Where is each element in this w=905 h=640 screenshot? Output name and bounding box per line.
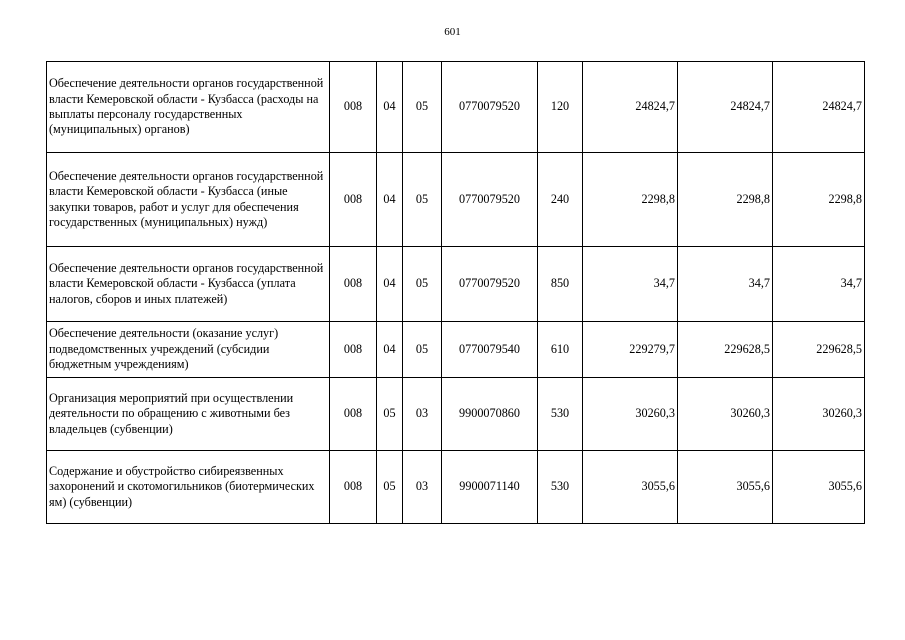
subsection-code-cell: 05 [403,322,442,378]
section-code-cell: 05 [377,378,403,451]
ministry-code-cell: 008 [330,247,377,322]
section-code-cell: 04 [377,247,403,322]
section-code-cell: 04 [377,153,403,247]
row-name-cell: Содержание и обустройство сибиреязвенных захоронений и скотомогильников (биотермических ям) (субвенции) [47,451,330,524]
target-article-cell: 0770079540 [442,322,538,378]
expense-type-cell: 240 [538,153,583,247]
section-code-cell: 04 [377,62,403,153]
subsection-code-cell: 05 [403,247,442,322]
amount-3-cell: 24824,7 [773,62,865,153]
amount-1-cell: 2298,8 [583,153,678,247]
table-row [47,322,865,378]
amount-3-cell: 30260,3 [773,378,865,451]
row-name-cell: Обеспечение деятельности органов государственной власти Кемеровской области - Кузбасса (иные закупки товаров, работ и услуг для обеспечения государственных (муниципальных) нужд) [47,153,330,247]
expense-type-cell: 610 [538,322,583,378]
target-article-cell: 0770079520 [442,247,538,322]
target-article-cell: 0770079520 [442,62,538,153]
table-row [47,451,865,524]
ministry-code-cell: 008 [330,322,377,378]
amount-1-cell: 34,7 [583,247,678,322]
amount-2-cell: 2298,8 [678,153,773,247]
subsection-code-cell: 05 [403,153,442,247]
amount-1-cell: 3055,6 [583,451,678,524]
section-code-cell: 04 [377,322,403,378]
subsection-code-cell: 03 [403,378,442,451]
subsection-code-cell: 03 [403,451,442,524]
ministry-code-cell: 008 [330,153,377,247]
amount-3-cell: 34,7 [773,247,865,322]
amount-2-cell: 34,7 [678,247,773,322]
amount-3-cell: 229628,5 [773,322,865,378]
ministry-code-cell: 008 [330,451,377,524]
row-name-cell: Организация мероприятий при осуществлении деятельности по обращению с животными без владельцев (субвенции) [47,378,330,451]
page-number: 601 [444,26,461,38]
amount-2-cell: 3055,6 [678,451,773,524]
expense-type-cell: 850 [538,247,583,322]
amount-2-cell: 30260,3 [678,378,773,451]
table-row [47,378,865,451]
amount-2-cell: 229628,5 [678,322,773,378]
table-row [47,247,865,322]
subsection-code-cell: 05 [403,62,442,153]
ministry-code-cell: 008 [330,62,377,153]
amount-1-cell: 229279,7 [583,322,678,378]
budget-table [46,61,865,524]
row-name-cell: Обеспечение деятельности органов государственной власти Кемеровской области - Кузбасса (расходы на выплаты персоналу государственных (муниципальных) органов) [47,62,330,153]
amount-3-cell: 3055,6 [773,451,865,524]
expense-type-cell: 530 [538,378,583,451]
target-article-cell: 9900070860 [442,378,538,451]
target-article-cell: 0770079520 [442,153,538,247]
target-article-cell: 9900071140 [442,451,538,524]
amount-1-cell: 24824,7 [583,62,678,153]
table-row [47,62,865,153]
section-code-cell: 05 [377,451,403,524]
ministry-code-cell: 008 [330,378,377,451]
amount-3-cell: 2298,8 [773,153,865,247]
table-row [47,153,865,247]
expense-type-cell: 120 [538,62,583,153]
amount-1-cell: 30260,3 [583,378,678,451]
amount-2-cell: 24824,7 [678,62,773,153]
row-name-cell: Обеспечение деятельности органов государственной власти Кемеровской области - Кузбасса (уплата налогов, сборов и иных платежей) [47,247,330,322]
row-name-cell: Обеспечение деятельности (оказание услуг) подведомственных учреждений (субсидии бюджетным учреждениям) [47,322,330,378]
expense-type-cell: 530 [538,451,583,524]
